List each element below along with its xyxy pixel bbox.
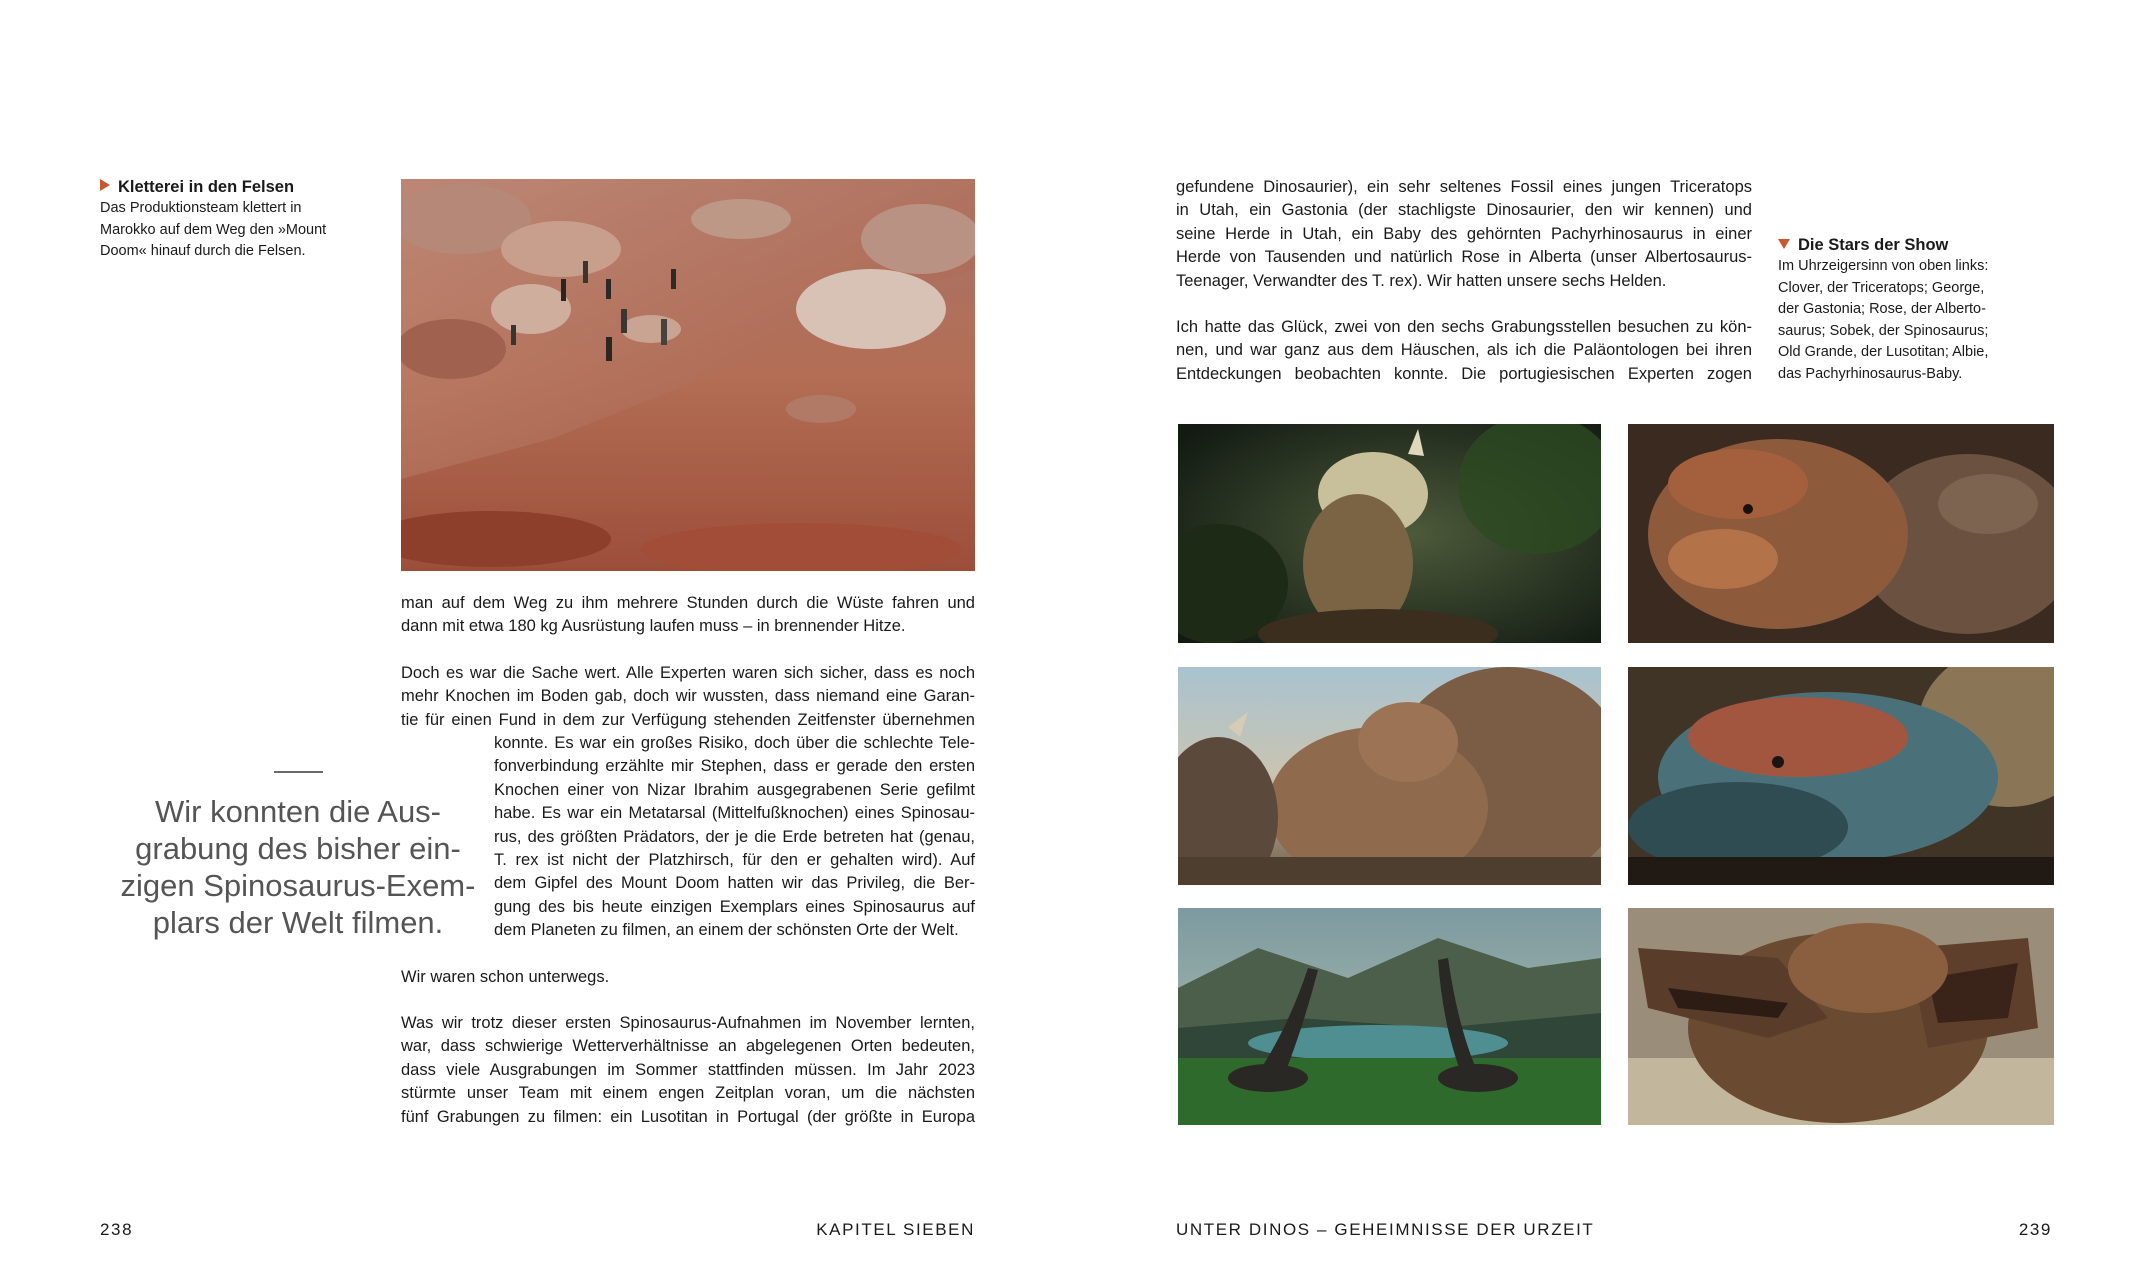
text-line: seine Herde in Utah, ein Baby des gehörnten Pachyrhinosaurus in einer xyxy=(1176,224,1752,243)
text-line: Herde von Tausenden und natürlich Rose in Alberta (unser Albertosaurus- xyxy=(1176,248,1752,267)
triangle-down-icon xyxy=(1778,239,1790,249)
text-line: Knochen einer von Nizar Ibrahim ausgegrabenen Serie gefilmt xyxy=(494,780,975,799)
text-line: tie für einen Fund in dem zur Verfügung stehenden Zeitfenster übernehmen xyxy=(401,710,975,729)
text-line: man auf dem Weg zu ihm mehrere Stunden durch die Wüste fahren und xyxy=(401,594,975,612)
text-line: nen, und war ganz aus dem Häuschen, als ich die Paläontologen bei ihren xyxy=(1176,341,1752,360)
page-number-right: 239 xyxy=(2018,1220,2052,1239)
text-line: Entdeckungen beobachten konnte. Die portugiesischen Experten zogen xyxy=(1176,364,1752,383)
left-paragraph-2-continued xyxy=(494,732,975,943)
text-line: in Utah, ein Gastonia (der stachligste Dinosaurier, den wir kennen) und xyxy=(1176,201,1752,220)
text-line: gefundene Dinosaurier), ein sehr seltenes Fossil eines jungen Triceratops xyxy=(1176,178,1752,196)
gastonia-photo xyxy=(1628,424,2054,643)
text-line: war, dass schwierige Wetterverhältnisse an abgelegenen Orten bedeuten, xyxy=(401,1037,975,1056)
left-caption xyxy=(100,176,360,263)
text-line: Doch es war die Sache wert. Alle Experten waren sich sicher, dass es noch xyxy=(401,664,975,682)
text-line: konnte. Es war ein großes Risiko, doch über die schlechte Tele- xyxy=(494,734,975,752)
text-line: habe. Es war ein Metatarsal (Mittelfußknochen) eines Spinosau- xyxy=(494,804,975,823)
text-line: dem Gipfel des Mount Doom hatten wir das Privileg, die Ber- xyxy=(494,874,975,893)
caption-line: das Pachyrhinosaurus-Baby. xyxy=(1778,365,1963,382)
caption-line: saurus; Sobek, der Spinosaurus; xyxy=(1778,322,1989,339)
right-paragraph-1 xyxy=(1176,176,1752,293)
left-paragraph-1 xyxy=(401,592,975,639)
right-caption xyxy=(1778,234,2048,385)
right-paragraph-2 xyxy=(1176,316,1752,386)
left-caption-body xyxy=(100,198,360,263)
pull-quote-rule xyxy=(274,771,323,773)
caption-line: Im Uhrzeigersinn von oben links: xyxy=(1778,258,1989,274)
pull-quote-line: Wir konnten die Aus- xyxy=(154,794,442,829)
left-paragraph-3 xyxy=(401,966,975,989)
caption-line: Clover, der Triceratops; George, xyxy=(1778,279,1985,296)
running-head-right: UNTER DINOS – GEHEIMNISSE DER URZEIT xyxy=(1176,1220,1595,1239)
pachyrhinosaurus-photo xyxy=(1178,667,1601,885)
text-line: Ich hatte das Glück, zwei von den sechs Grabungsstellen besuchen zu kön- xyxy=(1176,318,1752,336)
left-paragraph-4 xyxy=(401,1012,975,1129)
caption-line: Marokko auf dem Weg den »Mount xyxy=(100,221,327,238)
text-line: Wir waren schon unterwegs. xyxy=(401,968,610,986)
left-paragraph-2 xyxy=(401,662,975,732)
caption-line: Doom« hinauf durch die Felsen. xyxy=(100,243,306,259)
pull-quote-line: grabung des bisher ein- xyxy=(135,831,461,866)
right-caption-body xyxy=(1778,256,2048,385)
text-line: dem Planeten zu filmen, an einem der schönsten Orte der Welt. xyxy=(494,921,959,940)
triceratops-photo xyxy=(1178,424,1601,643)
pull-quote-line: plars der Welt filmen. xyxy=(152,905,444,940)
albertosaurus-photo xyxy=(1628,667,2054,885)
text-line: T. rex ist nicht der Platzhirsch, für den er gehalten wird). Auf xyxy=(494,851,975,870)
text-line: Teenager, Verwandter des T. rex). Wir hatten unsere sechs Helden. xyxy=(1176,271,1667,290)
caption-line: Old Grande, der Lusotitan; Albie, xyxy=(1778,344,1989,360)
desert-climb-photo xyxy=(401,179,975,571)
lusotitan-photo xyxy=(1178,908,1601,1125)
text-line: stürmte unser Team mit einem engen Zeitplan voran, um die nächsten xyxy=(401,1084,975,1103)
text-line: dass viele Ausgrabungen im Sommer stattfinden müssen. Im Jahr 2023 xyxy=(401,1060,975,1079)
running-head-left: KAPITEL SIEBEN xyxy=(816,1220,975,1239)
triangle-right-icon xyxy=(100,179,110,191)
right-caption-title-row xyxy=(1778,234,2048,256)
text-line: fonverbindung erzählte mir Stephen, dass er gerade den ersten xyxy=(494,757,975,776)
text-line: fünf Grabungen zu filmen: ein Lusotitan in Portugal (der größte in Europa xyxy=(401,1107,975,1126)
pull-quote xyxy=(118,793,478,941)
text-line: mehr Knochen im Boden gab, doch wir wussten, dass niemand eine Garan- xyxy=(401,687,975,706)
text-line: dann mit etwa 180 kg Ausrüstung laufen muss – in brennender Hitze. xyxy=(401,617,906,636)
spinosaurus-photo xyxy=(1628,908,2054,1125)
right-caption-title: Die Stars der Show xyxy=(1798,236,1949,254)
pull-quote-line: zigen Spinosaurus-Exem- xyxy=(120,868,476,903)
text-line: gung des bis heute einzigen Exemplars eines Spinosaurus auf xyxy=(494,897,975,916)
left-caption-title-row xyxy=(100,176,360,198)
text-line: Was wir trotz dieser ersten Spinosaurus-Aufnahmen im November lernten, xyxy=(401,1014,975,1032)
left-caption-title: Kletterei in den Felsen xyxy=(118,178,295,196)
text-line: rus, des größten Prädators, der je die Erde betreten hat (genau, xyxy=(494,827,975,846)
caption-line: Das Produktionsteam klettert in xyxy=(100,200,302,216)
page-number-left: 238 xyxy=(100,1220,134,1239)
caption-line: der Gastonia; Rose, der Alberto- xyxy=(1778,301,1986,317)
